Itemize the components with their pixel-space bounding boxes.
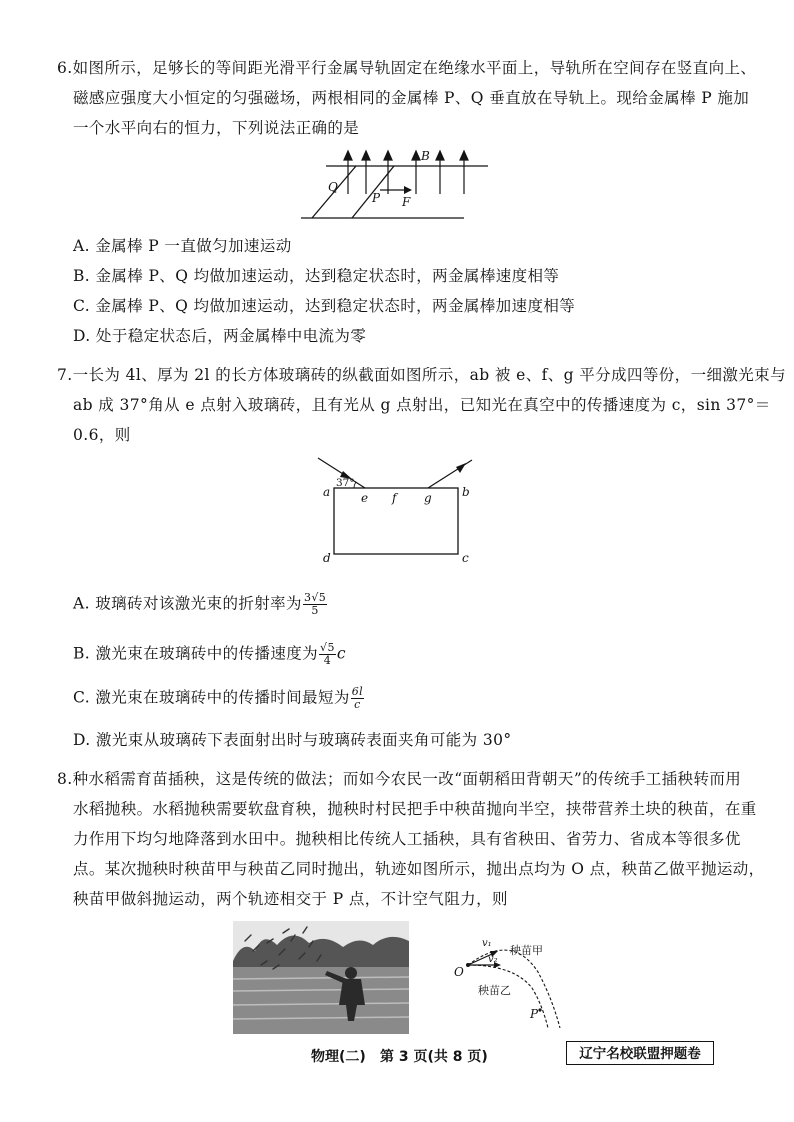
footer-brand-box: 辽宁名校联盟押题卷 — [566, 1041, 714, 1065]
rice-throwing-photo — [233, 921, 409, 1034]
q8-line-3: 力作用下均匀地降落到水田中。抛秧相比传统人工插秧，具有省秧田、省劳力、省成本等很多优 — [73, 830, 741, 848]
q6-line-3: 一个水平向右的恒力，下列说法正确的是 — [73, 119, 360, 137]
q8-line-2: 水稻抛秧。水稻抛秧需要软盘育秧，抛秧时村民把手中秧苗抛向半空，挟带营养土块的秧苗，在重 — [73, 800, 757, 818]
q7-option-b — [73, 642, 346, 667]
q7-line-2: ab 成 37°角从 e 点射入玻璃砖，且有光从 g 点射出，已知光在真空中的传播速度为 c，sin 37°＝ — [73, 396, 771, 414]
q8-label-p: P — [530, 1007, 539, 1021]
q7-option-b-fraction: $\frac{√5}{4}$ — [320, 641, 335, 667]
q7-line-1: 7.一长为 4l、厚为 2l 的长方体玻璃砖的纵截面如图所示，ab 被 e、f、g 平分成四等份，一细激光束与 — [57, 366, 786, 384]
q7-label-b: b — [462, 485, 470, 499]
q8-label-v2: v₂ — [488, 954, 498, 965]
q7-option-b-suffix: c — [336, 644, 346, 663]
q8-line-4: 点。某次抛秧时秧苗甲与秧苗乙同时抛出，轨迹如图所示，抛出点均为 O 点，秧苗乙做平抛运动， — [73, 860, 765, 878]
q8-line-5: 秧苗甲做斜抛运动，两个轨迹相交于 P 点，不计空气阻力，则 — [73, 890, 508, 908]
q6-option-b: B. 金属棒 P、Q 均做加速运动，达到稳定状态时，两金属棒速度相等 — [73, 267, 560, 285]
q6-label-b: B — [421, 149, 430, 163]
q7-glass-figure — [310, 452, 490, 574]
q6-line-2: 磁感应强度大小恒定的匀强磁场，两根相同的金属棒 P、Q 垂直放在导轨上。现给金属棒 P 施加 — [73, 89, 750, 107]
q7-label-c: c — [462, 551, 469, 565]
q7-option-c-fraction: $\frac{6l}{c}$ — [351, 685, 364, 711]
q6-rail-figure — [296, 146, 496, 230]
q7-option-b-text: B. 激光束在玻璃砖中的传播速度为 — [73, 644, 319, 663]
q7-line-3: 0.6，则 — [73, 426, 131, 444]
footer-page-number: 第 3 页(共 8 页) — [380, 1049, 488, 1065]
q7-option-d: D. 激光束从玻璃砖下表面射出时与玻璃砖表面夹角可能为 30° — [73, 731, 512, 749]
q6-label-p: P — [372, 191, 381, 205]
q7-option-c-text: C. 激光束在玻璃砖中的传播时间最短为 — [73, 688, 350, 707]
q7-label-f: f — [392, 491, 397, 505]
q8-line-1: 8.种水稻需育苗插秧，这是传统的做法；而如今农民一改“面朝稻田背朝天”的传统手工插秧转而用 — [57, 770, 742, 788]
q7-option-c — [73, 686, 365, 711]
q7-option-a-fraction: $\frac{3√5}{5}$ — [303, 591, 327, 617]
q8-trajectory-figure — [452, 918, 582, 1034]
q6-option-d: D. 处于稳定状态后，两金属棒中电流为零 — [73, 327, 367, 345]
q6-label-q: Q — [328, 180, 338, 194]
q7-angle-label: 37° — [336, 477, 355, 489]
q7-label-g: g — [424, 491, 432, 505]
q8-label-o: O — [454, 965, 464, 979]
q6-line-1: 6.如图所示，足够长的等间距光滑平行金属导轨固定在绝缘水平面上，导轨所在空间存在竖直向上、 — [57, 59, 757, 77]
q7-label-e: e — [361, 491, 369, 505]
q6-option-c: C. 金属棒 P、Q 均做加速运动，达到稳定状态时，两金属棒加速度相等 — [73, 297, 576, 315]
q6-option-a: A. 金属棒 P 一直做匀加速运动 — [73, 237, 292, 255]
footer-subject: 物理(二) — [311, 1049, 366, 1065]
q6-label-f: F — [402, 195, 411, 209]
q8-label-yi: 秧苗乙 — [478, 984, 511, 997]
q7-label-d: d — [323, 551, 331, 565]
q7-label-a: a — [323, 485, 331, 499]
q8-label-jia: 秧苗甲 — [510, 944, 543, 957]
q7-option-a-text: A. 玻璃砖对该激光束的折射率为 — [73, 594, 302, 613]
q8-label-v1: v₁ — [482, 938, 492, 949]
q7-option-a — [73, 592, 328, 617]
